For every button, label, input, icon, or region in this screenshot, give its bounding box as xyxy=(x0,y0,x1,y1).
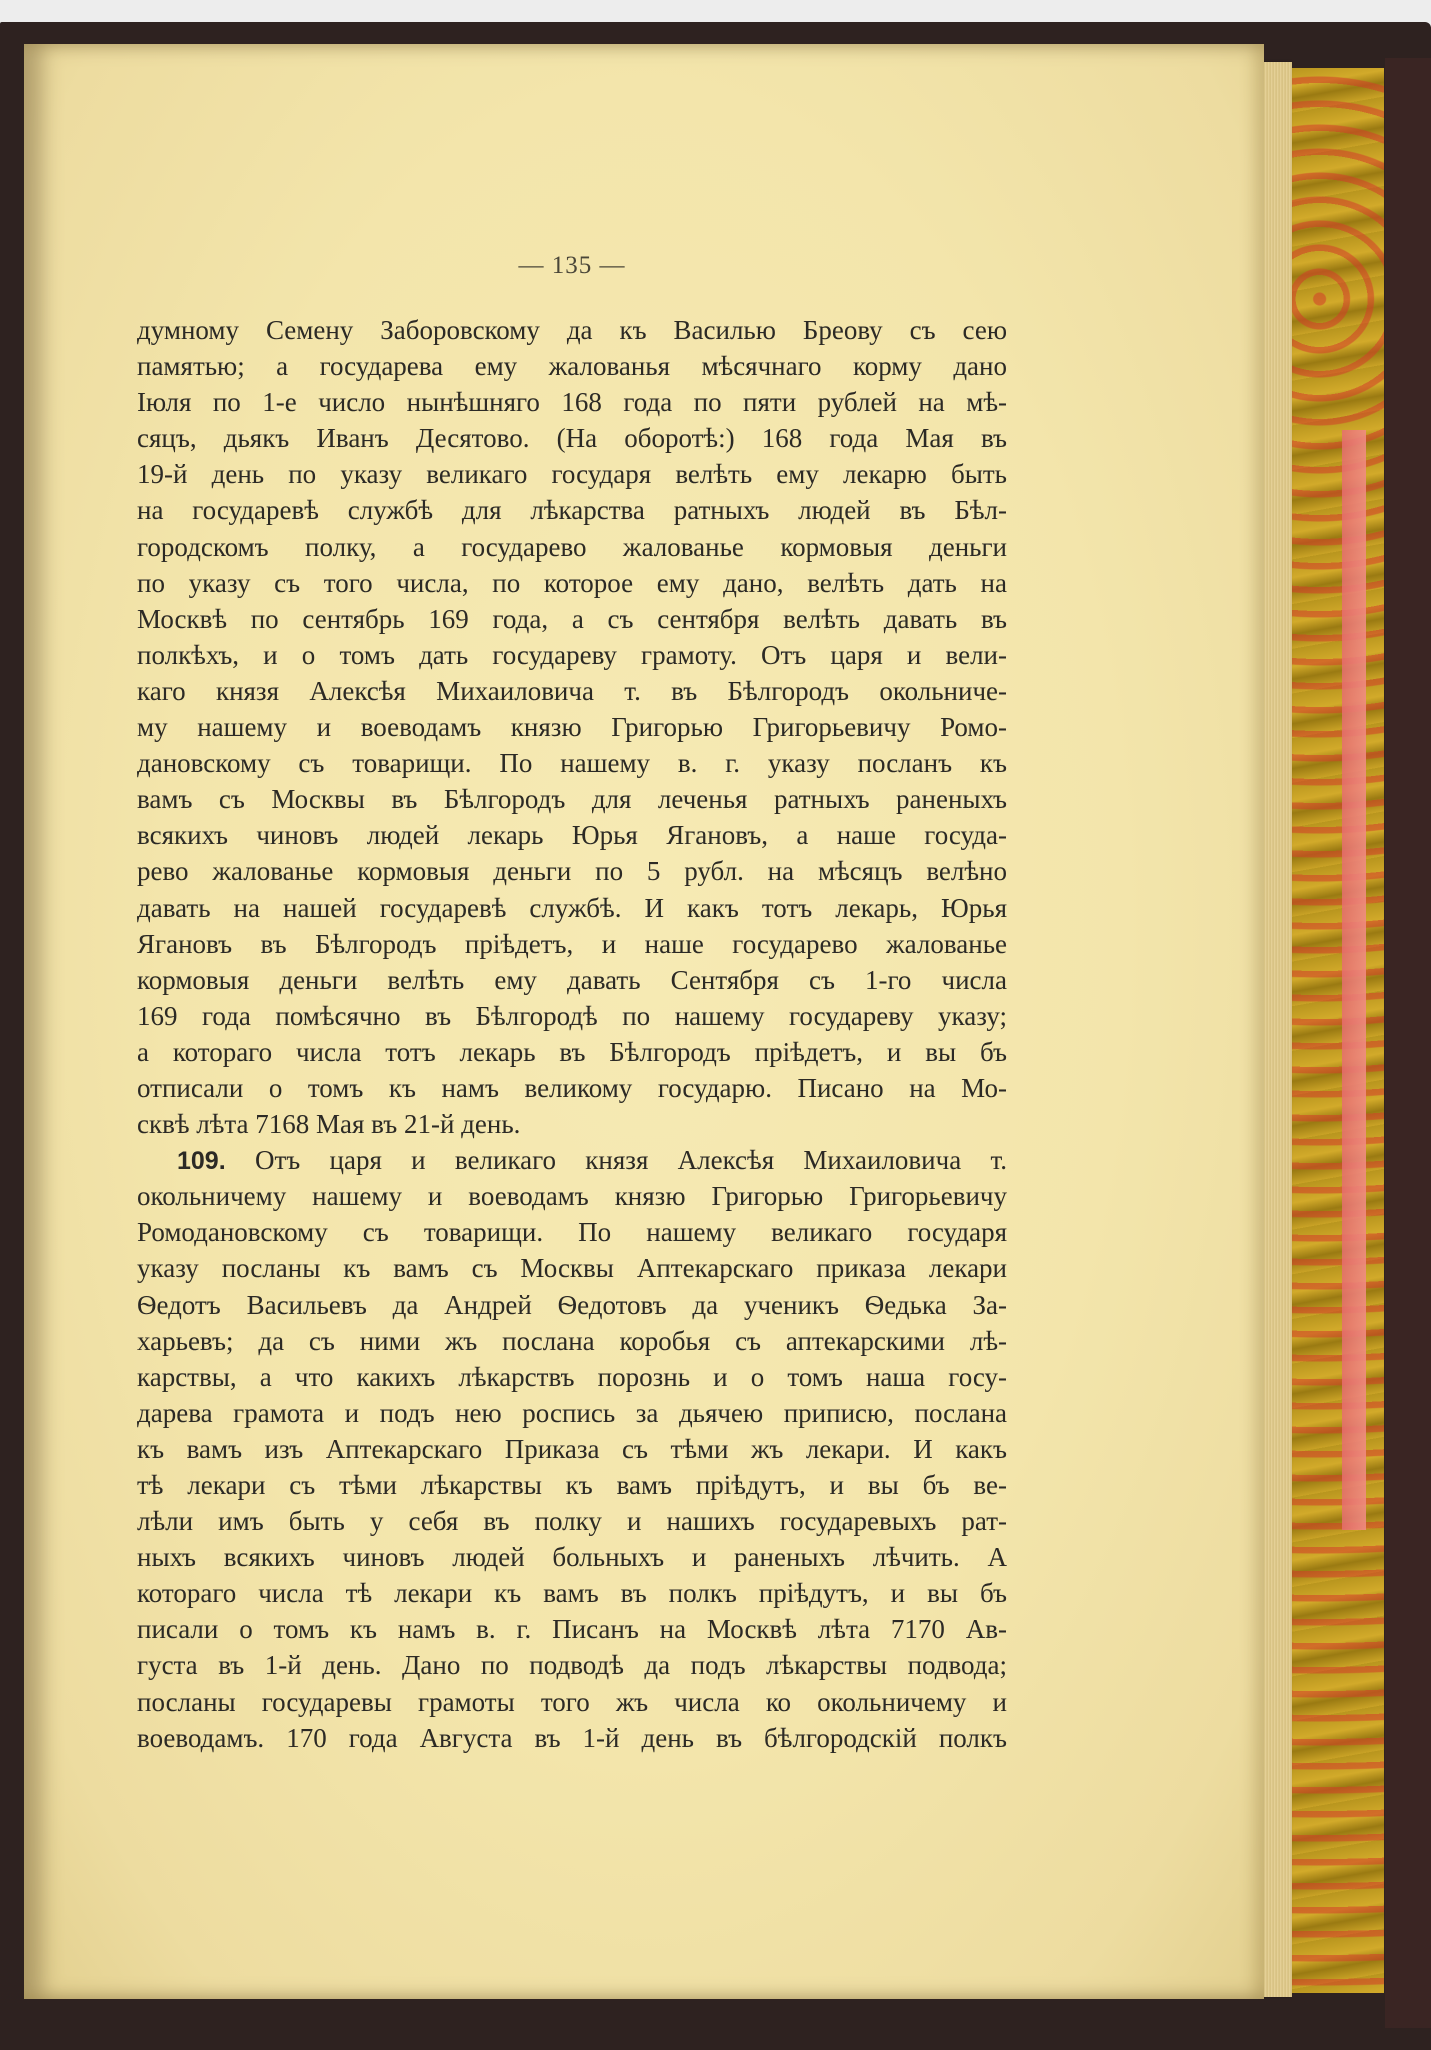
text-line: Ромодановскому съ товарищи. По нашему великаго государя xyxy=(137,1217,1007,1248)
text-line: а котораго числа тотъ лекарь въ Бѣлгородъ пріѣдетъ, и вы бъ xyxy=(137,1036,1007,1067)
text-line: сквѣ лѣта 7168 Мая въ 21-й день. xyxy=(137,1109,521,1140)
text-line: рево жалованье кормовыя деньги по 5 рубл. на мѣсяцъ велѣно xyxy=(137,856,1007,887)
page-number: — 135 — xyxy=(518,252,626,279)
text-line: дарева грамота и подъ нею роспись за дьячею приписю, послана xyxy=(137,1397,1007,1428)
text-line: Ѳедотъ Васильевъ да Андрей Ѳедотовъ да ученикъ Ѳедька За- xyxy=(137,1289,1007,1320)
text-line: давать на нашей государевѣ службѣ. И какъ тотъ лекарь, Юрья xyxy=(137,892,1007,923)
text-line: ныхъ всякихъ чиновъ людей больныхъ и раненыхъ лѣчить. А xyxy=(137,1542,1007,1573)
text-line: кормовыя деньги велѣть ему давать Сентября съ 1-го числа xyxy=(137,964,1007,995)
text-line: всякихъ чиновъ людей лекарь Юрья Ягановъ, а наше госуда- xyxy=(137,820,1007,851)
book-page xyxy=(24,44,1264,1999)
text-line: городскомъ полку, а государево жалованье кормовыя деньги xyxy=(137,531,1007,562)
text-line: указу посланы къ вамъ съ Москвы Аптекарскаго приказа лекари xyxy=(137,1253,1007,1284)
page-edges xyxy=(1262,62,1292,1997)
text-line: по указу съ того числа, по которое ему дано, велѣть дать на xyxy=(137,567,1007,598)
text-line: 169 года помѣсячно въ Бѣлгородѣ по нашему государеву указу; xyxy=(137,1000,1007,1031)
text-line: на государевѣ службѣ для лѣкарства ратныхъ людей въ Бѣл- xyxy=(137,495,1007,526)
endpaper-pattern-band xyxy=(1342,430,1366,1530)
paragraph-109-first-line xyxy=(137,1142,1007,1178)
text-line: густа въ 1-й день. Дано по подводѣ да подъ лѣкарствы подвода; xyxy=(137,1650,1007,1681)
text-line: 19-й день по указу великаго государя велѣть ему лекарю быть xyxy=(137,459,1007,490)
text-body xyxy=(137,312,1007,1756)
text-line: окольничему нашему и воеводамъ князю Григорью Григорьевичу xyxy=(137,1181,1007,1212)
text-line: сяцъ, дьякъ Иванъ Десятово. (На оборотѣ:) 168 года Мая въ xyxy=(137,423,1007,454)
book-cover-edge xyxy=(1385,58,1431,2028)
text-line: харьевъ; да съ ними жъ послана коробья съ аптекарскими лѣ- xyxy=(137,1325,1007,1356)
text-line: тѣ лекари съ тѣми лѣкарствы къ вамъ пріѣдутъ, и вы бъ ве- xyxy=(137,1470,1007,1500)
text-line: полкѣхъ, и о томъ дать государеву грамоту. Отъ царя и вели- xyxy=(137,639,1007,670)
decorative-endpaper xyxy=(1292,68,1384,1993)
text-line: Іюля по 1-е число нынѣшняго 168 года по пяти рублей на мѣ- xyxy=(137,387,1007,418)
text-line: Москвѣ по сентябрь 169 года, а съ сентября велѣть давать въ xyxy=(137,603,1007,634)
text-line: каго князя Алексѣя Михаиловича т. въ Бѣлгородъ окольниче- xyxy=(137,675,1007,706)
text-line: карствы, а что какихъ лѣкарствъ порознь и о томъ наша госу- xyxy=(137,1361,1007,1392)
text-line: воеводамъ. 170 года Августа въ 1-й день въ бѣлгородскій полкъ xyxy=(137,1722,1007,1753)
text-line: му нашему и воеводамъ князю Григорью Григорьевичу Ромо- xyxy=(137,712,1007,743)
text-line: посланы государевы грамоты того жъ числа ко окольничему и xyxy=(137,1686,1007,1717)
text-line: котораго числа тѣ лекари къ вамъ въ полкъ пріѣдутъ, и вы бъ xyxy=(137,1578,1007,1609)
text-line: отписали о томъ къ намъ великому государю. Писано на Мо- xyxy=(137,1072,1007,1103)
text-line: вамъ съ Москвы въ Бѣлгородъ для леченья ратныхъ раненыхъ xyxy=(137,784,1007,815)
text-line: дановскому съ товарищи. По нашему в. г. указу посланъ къ xyxy=(137,748,1007,779)
text-line: Ягановъ въ Бѣлгородъ пріѣдетъ, и наше государево жалованье xyxy=(137,928,1007,959)
paragraph-109-opening: Отъ царя и великаго князя Алексѣя Михаиловича т. xyxy=(254,1145,1007,1176)
text-line: къ вамъ изъ Аптекарскаго Приказа съ тѣми жъ лекари. И какъ xyxy=(137,1433,1007,1464)
text-line: писали о томъ къ намъ в. г. Писанъ на Москвѣ лѣта 7170 Ав- xyxy=(137,1614,1007,1645)
paragraph-number: 109. xyxy=(177,1147,226,1176)
text-line: памятью; а государева ему жалованья мѣсячнаго корму дано xyxy=(137,351,1007,382)
text-line: лѣли имъ быть у себя въ полку и нашихъ государевыхъ рат- xyxy=(137,1506,1007,1537)
text-line: думному Семену Заборовскому да къ Василью Бреову съ сею xyxy=(137,315,1007,345)
